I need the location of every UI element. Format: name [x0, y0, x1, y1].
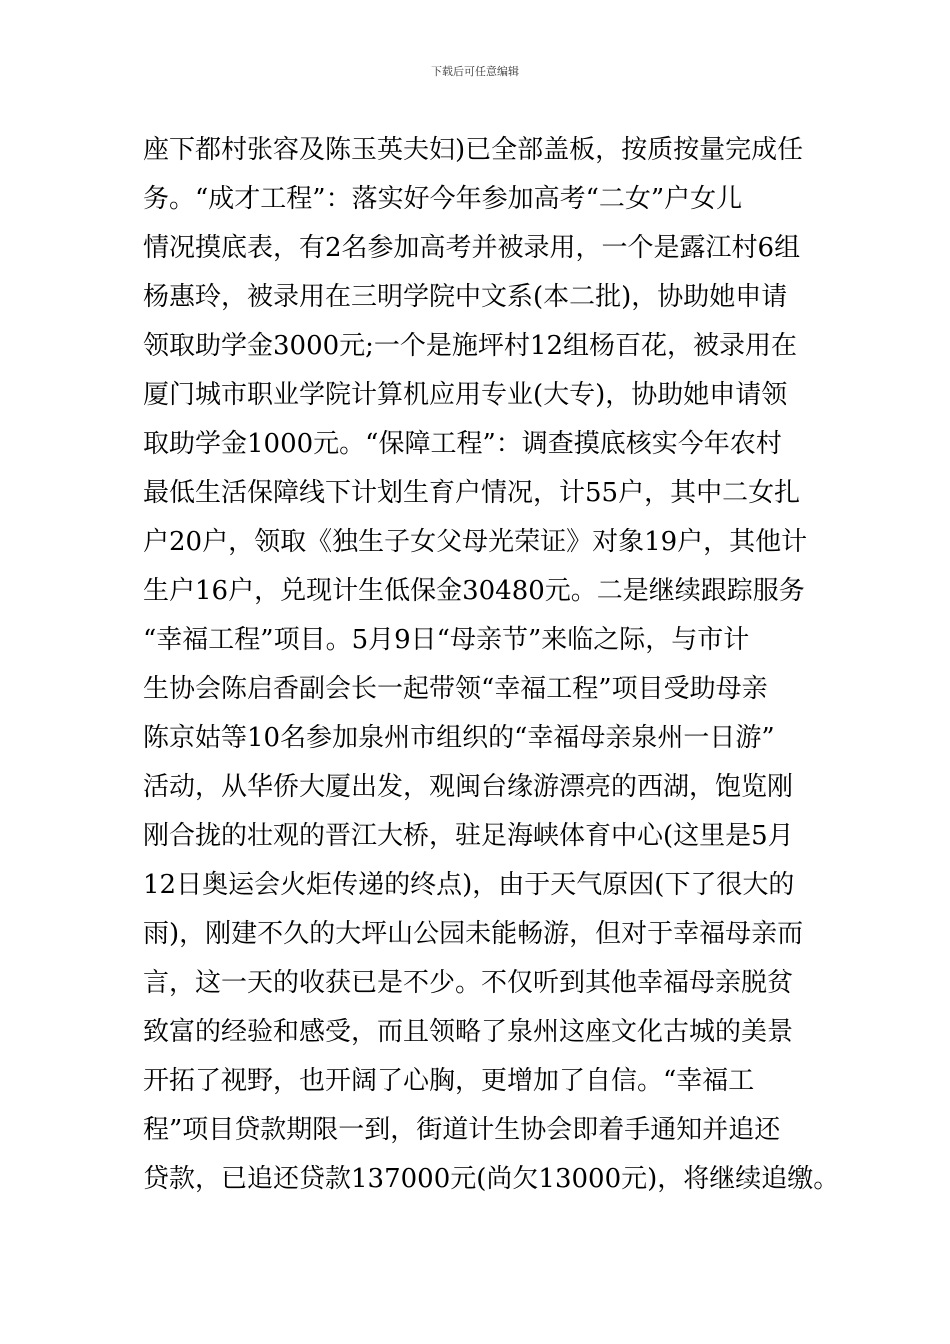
page-header: 下载后可任意编辑 — [431, 65, 519, 78]
paragraph-line: 致富的经验和感受，而且领略了泉州这座文化古城的美景 — [143, 1017, 794, 1047]
paragraph-line: 户20户，领取《独生子女父母光荣证》对象19户，其他计 — [143, 527, 808, 557]
paragraph-line: 杨惠玲，被录用在三明学院中文系(本二批)，协助她申请 — [143, 282, 788, 312]
paragraph-line: “幸福工程”项目。5月9日“母亲节”来临之际，与市计 — [143, 625, 750, 655]
paragraph-line: 务。“成才工程”：落实好今年参加高考“二女”户女儿 — [143, 184, 743, 214]
paragraph-line: 座下都村张容及陈玉英夫妇)已全部盖板，按质按量完成任 — [143, 135, 804, 165]
paragraph-line: 12日奥运会火炬传递的终点)，由于天气原因(下了很大的 — [143, 870, 795, 900]
paragraph-line: 程”项目贷款期限一到，街道计生协会即着手通知并追还 — [143, 1115, 781, 1145]
paragraph-line: 领取助学金3000元;一个是施坪村12组杨百花，被录用在 — [143, 331, 798, 361]
paragraph-line: 贷款，已追还贷款137000元(尚欠13000元)，将继续追缴。 — [143, 1164, 840, 1194]
paragraph-line: 雨)，刚建不久的大坪山公园未能畅游，但对于幸福母亲而 — [143, 919, 804, 949]
document-body — [143, 126, 843, 1204]
paragraph-line: 刚合拢的壮观的晋江大桥，驻足海峡体育中心(这里是5月 — [143, 821, 794, 851]
paragraph-line: 言，这一天的收获已是不少。不仅听到其他幸福母亲脱贫 — [143, 968, 794, 998]
paragraph-line: 情况摸底表，有2名参加高考并被录用，一个是露江村6组 — [143, 233, 801, 263]
paragraph-line: 陈京姑等10名参加泉州市组织的“幸福母亲泉州一日游” — [143, 723, 775, 753]
paragraph-line: 生协会陈启香副会长一起带领“幸福工程”项目受助母亲 — [143, 674, 768, 704]
paragraph-line: 生户16户，兑现计生低保金30480元。二是继续跟踪服务 — [143, 576, 805, 606]
paragraph-line: 活动，从华侨大厦出发，观闽台缘游漂亮的西湖，饱览刚 — [143, 772, 794, 802]
paragraph-line: 取助学金1000元。“保障工程”：调查摸底核实今年农村 — [143, 429, 782, 459]
paragraph-line: 厦门城市职业学院计算机应用专业(大专)，协助她申请领 — [143, 380, 788, 410]
paragraph-line: 最低生活保障线下计划生育户情况，计55户，其中二女扎 — [143, 478, 801, 508]
paragraph-line: 开拓了视野，也开阔了心胸，更增加了自信。“幸福工 — [143, 1066, 755, 1096]
